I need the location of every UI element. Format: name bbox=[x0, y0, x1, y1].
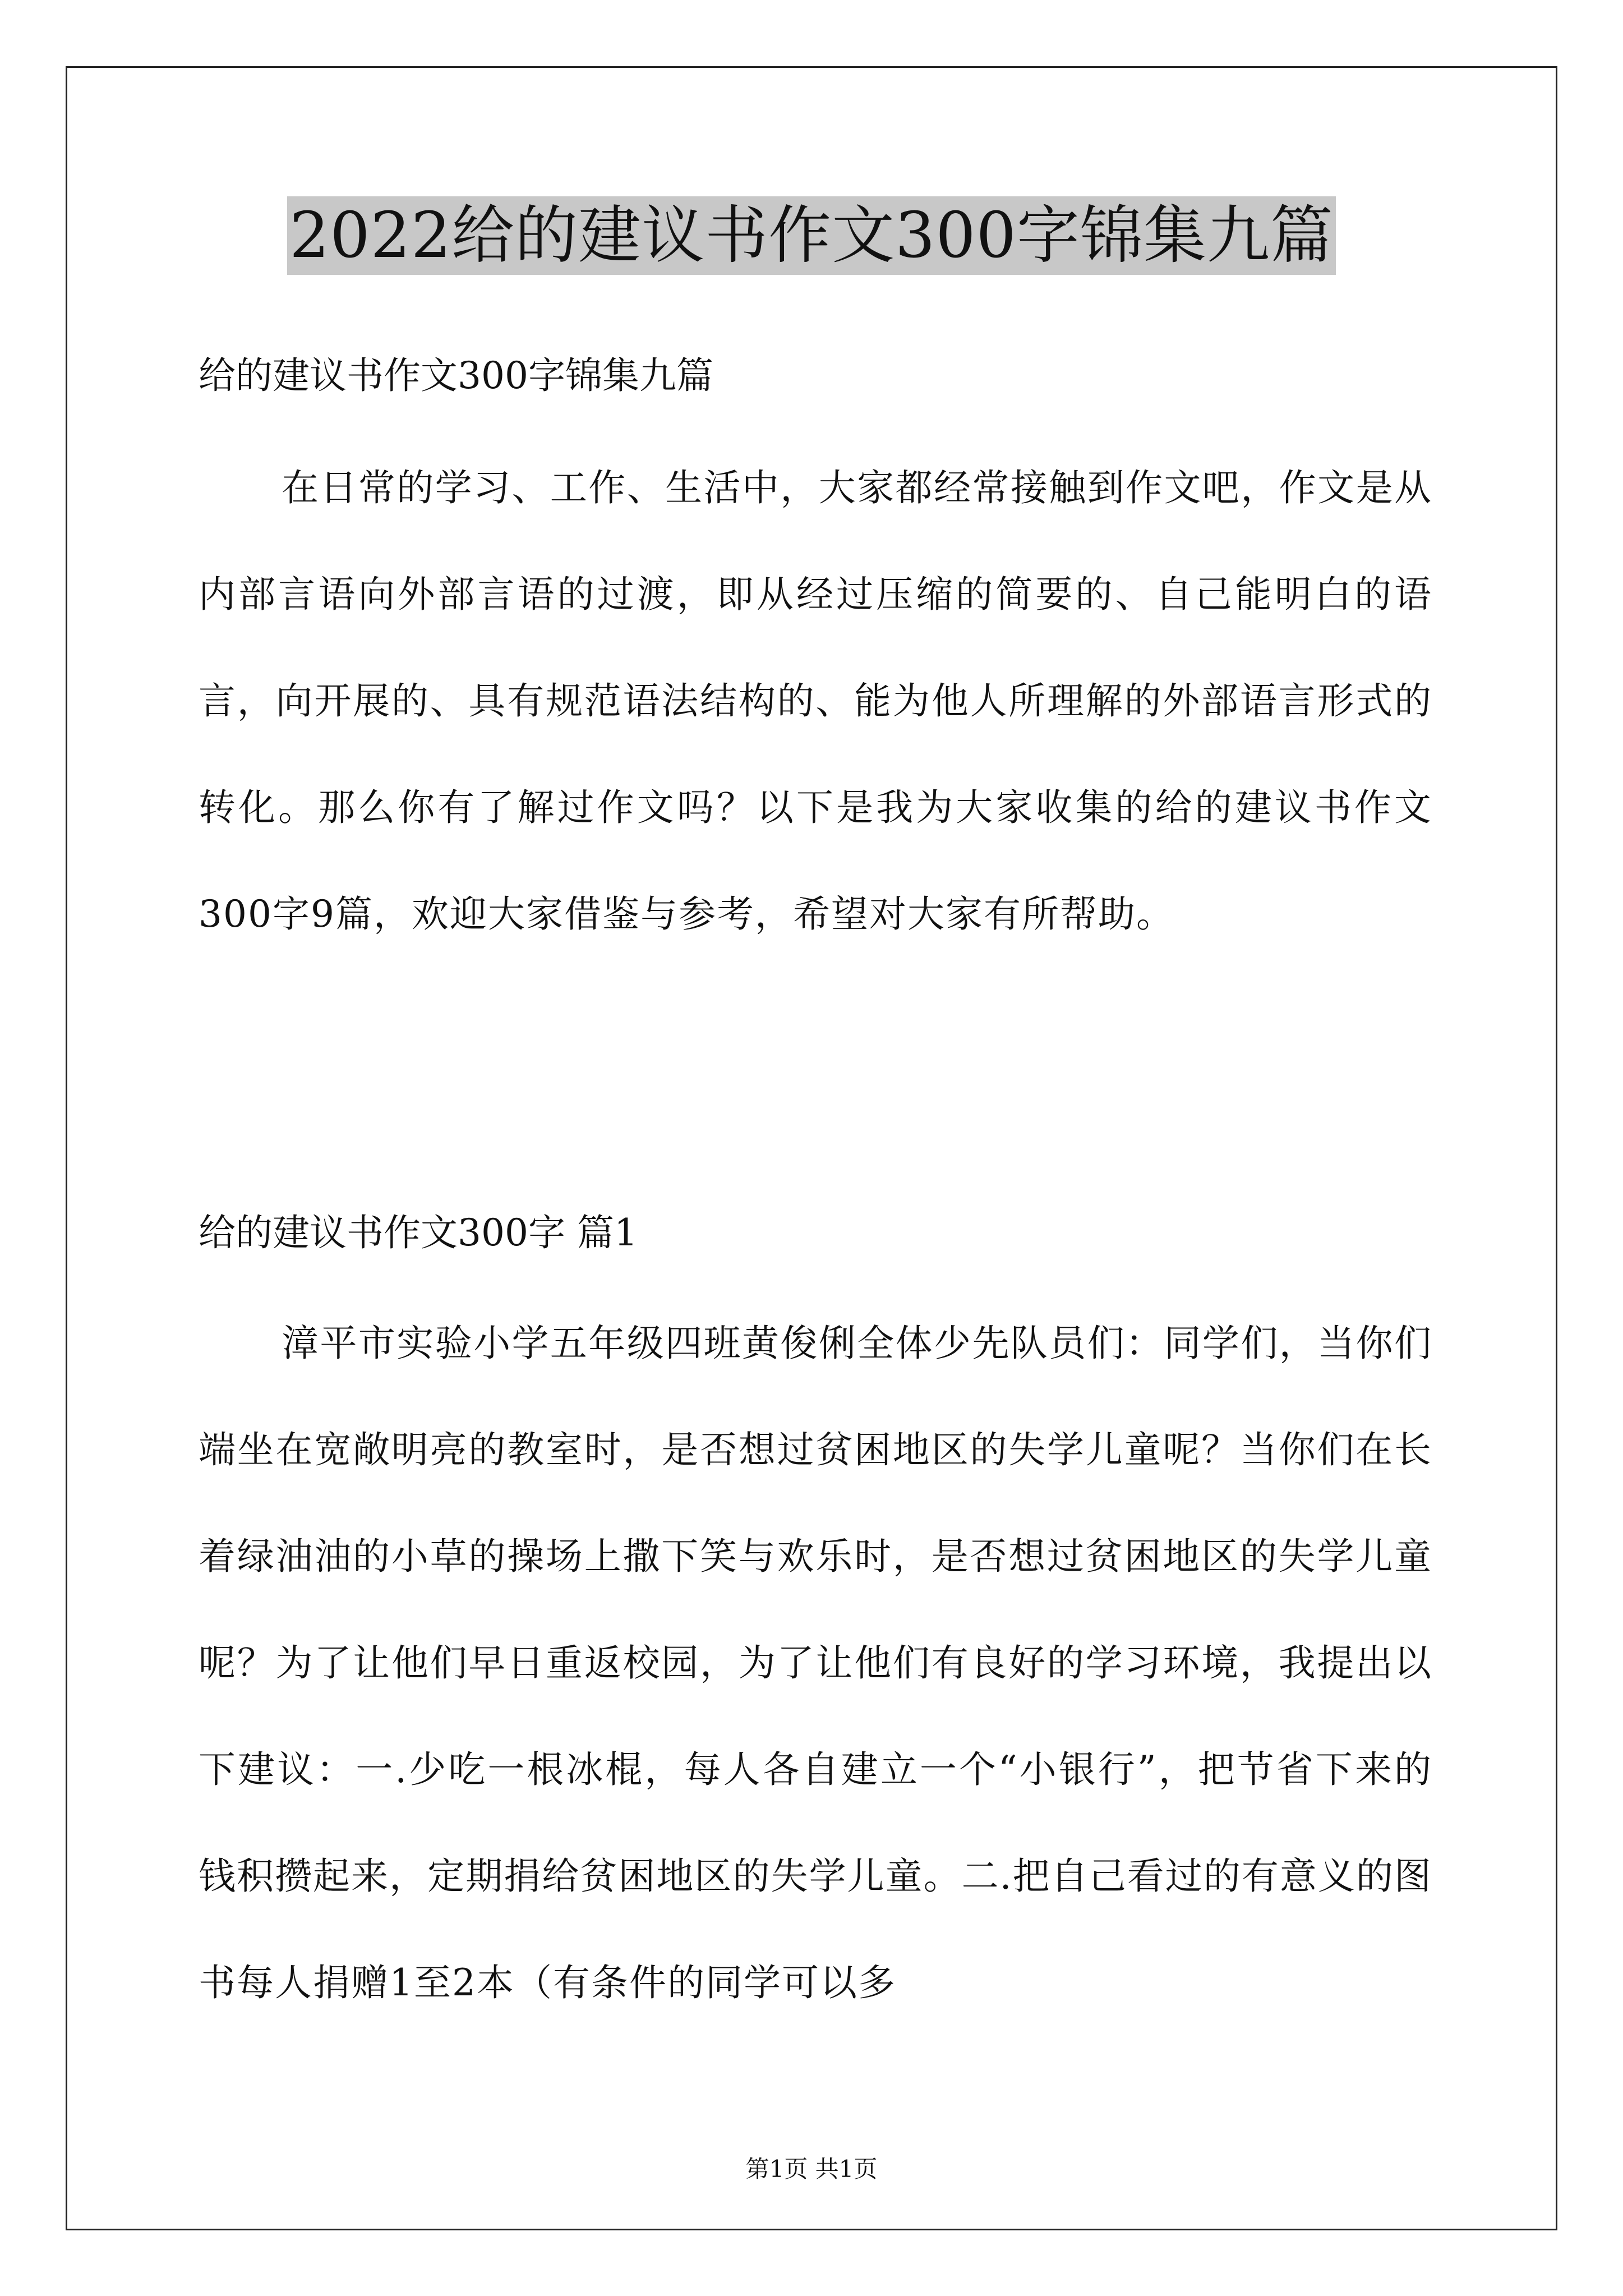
document-subtitle: 给的建议书作文300字锦集九篇 bbox=[199, 354, 713, 397]
title-container bbox=[0, 196, 1623, 275]
document-title: 2022给的建议书作文300字锦集九篇 bbox=[287, 196, 1336, 275]
intro-paragraph: 在日常的学习、工作、生活中，大家都经常接触到作文吧，作文是从内部言语向外部言语的过渡，即从经过压缩的简要的、自己能明白的语言，向开展的、具有规范语法结构的、能为他人所理解的外部语言形式的转化。那么你有了解过作文吗？以下是我为大家收集的给的建议书作文300字9篇，欢迎大家借鉴与参考，希望对大家有所帮助。 bbox=[199, 466, 1432, 936]
section-heading: 给的建议书作文300字 篇1 bbox=[199, 1211, 638, 1254]
page-footer: 第1页 共1页 bbox=[745, 2155, 878, 2183]
section-paragraph: 漳平市实验小学五年级四班黄俊俐全体少先队员们：同学们，当你们端坐在宽敞明亮的教室时，是否想过贫困地区的失学儿童呢？当你们在长着绿油油的小草的操场上撒下笑与欢乐时，是否想过贫困地区的失学儿童呢？为了让他们早日重返校园，为了让他们有良好的学习环境，我提出以下建议：一.少吃一根冰棍，每人各自建立一个“小银行”，把节省下来的钱积攒起来，定期捐给贫困地区的失学儿童。二.把自己看过的有意义的图书每人捐赠1至2本（有条件的同学可以多 bbox=[199, 1322, 1432, 2004]
